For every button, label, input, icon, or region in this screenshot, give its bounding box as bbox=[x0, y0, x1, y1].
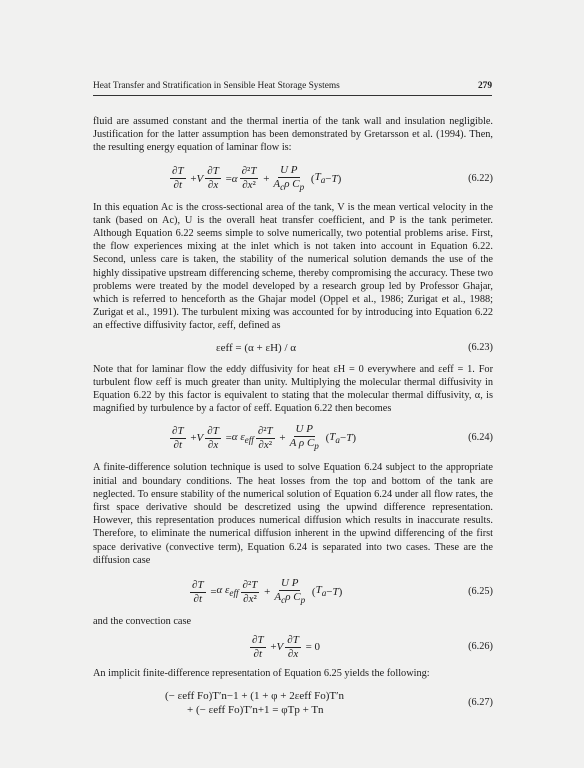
equation-number: (6.26) bbox=[468, 641, 493, 653]
paragraph-6: An implicit finite-difference representation of Equation 6.25 yields the following: bbox=[93, 668, 430, 680]
equation-line-2: + (− εeff Fo)T′n+1 = φTp + Tn bbox=[187, 704, 324, 717]
paragraph-3: Note that for laminar flow the eddy diffusivity for heat εH = 0 everywhere and εeff = 1. For turbulent flow εeff is much greater than unity. Multiplying the molecular thermal diffusivity in Equation 6.22 by this factor is equivalent to stating that the molecular thermal diffusivity, α, is magnified by turbulence by a factor of εeff. Equation 6.22 then becomes bbox=[93, 363, 493, 415]
equation-number: (6.22) bbox=[468, 172, 493, 184]
paragraph-5: and the convection case bbox=[93, 616, 192, 628]
equation-number: (6.23) bbox=[468, 341, 493, 353]
equation-6-23 bbox=[93, 339, 493, 357]
equation-6-27 bbox=[93, 686, 493, 720]
equation-number: (6.24) bbox=[468, 432, 493, 444]
equation-number: (6.27) bbox=[468, 697, 493, 709]
running-title: Heat Transfer and Stratification in Sensible Heat Storage Systems bbox=[93, 81, 340, 91]
paragraph-2: In this equation Ac is the cross-sectional area of the tank, V is the mean vertical velocity in the tank (based on Ac), U is the overall heat transfer coefficient, and P is the tank perimeter. Although Equation 6.22 seems simple to solve numerically, two potential problems arise. First, the flow experiences mixing at the inlet which is not taken into account in Equation 6.22. Second, unless care is taken, the stability of the numerical solution demands the use of the highly dissipative upstream differencing scheme, thereby compromising the accuracy. These two problems were treated by the model developed by a research group led by Professor Ghajar, which is referred to henceforth as the Ghajar model (Oppel et al., 1986; Zurigat et al., 1988; Zurigat et al., 1991). The turbulent mixing was accounted for by introducing into Equation 6.22 an effective diffusivity factor, εeff, defined as bbox=[93, 201, 493, 332]
page-number: 279 bbox=[477, 81, 492, 91]
paragraph-1: fluid are assumed constant and the thermal inertia of the tank wall and insulation negligible. Justification for the latter assumption has been demonstrated by Gretarsson et al. (1994). Then, the resulting energy equation of laminar flow is: bbox=[93, 116, 493, 154]
equation-line-1: (− εeff Fo)T′n−1 + (1 + φ + 2εeff Fo)T′n bbox=[165, 690, 345, 703]
equation-6-22: $\frac{\partial T}{\partial t}$ + V $\frac{\partial T}{\partial x}$ = α $\frac{\text{∂²T}}{\text{∂x²}}$ + $\frac{\text{U P}}{A_c\rho C_p}$ ( $T_a$ − T ) (6.22) bbox=[172, 163, 493, 192]
equation-6-26: $\frac{\partial T}{\partial t}$ + V $\frac{\partial T}{\partial x}$ = 0 (6.26) bbox=[252, 633, 493, 660]
page-header bbox=[93, 81, 492, 91]
body-text bbox=[93, 115, 493, 720]
equation-number: (6.25) bbox=[468, 586, 493, 598]
equation-6-24: $\frac{\partial T}{\partial t}$ + V $\frac{\partial T}{\partial x}$ = α $\varepsilon_{eff}$ $\frac{\text{∂²T}}{\text{∂x²}}$ + $\frac{\text{U P}}{A \rho C_p}$ ( $T_a$ − T ) (6.24) bbox=[172, 423, 493, 452]
equation-text: εeff = (α + εH) / α bbox=[216, 341, 297, 354]
paragraph-4: A finite-difference solution technique is used to solve Equation 6.24 subject to the appropriate initial and boundary conditions. The heat losses from the top and bottom of the tank are neglected. To ensure stability of the numerical solution of Equation 6.24 under all flow rates, the first space derivative should be descretized using the upwind difference representation. However, this representation produces numerical diffusion which results in inaccurate results. Therefore, to eliminate the numerical diffusion inherent in the upwind differencing of the first space derivative (convective term), Equation 6.24 is separated into two cases. These are the diffusion case bbox=[93, 462, 493, 566]
header-rule bbox=[93, 95, 492, 96]
equation-6-25: $\frac{\partial T}{\partial t}$ = α $\varepsilon_{eff}$ $\frac{\text{∂²T}}{\text{∂x²}}$ + $\frac{\text{U P}}{A_c\rho C_p}$ ( $T_a$ − T ) (6.25) bbox=[192, 576, 493, 606]
